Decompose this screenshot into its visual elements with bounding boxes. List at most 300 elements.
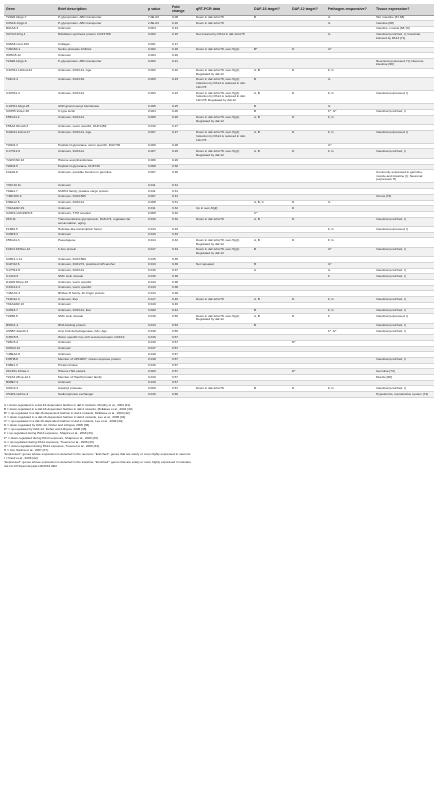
- table-cell: Intestinal (enriched, I): [374, 329, 434, 335]
- gene-table: [4, 4, 434, 398]
- table-cell: 0.013: [146, 280, 170, 286]
- table-cell: R01A5.3: [4, 26, 56, 32]
- table-cell: 0.57: [170, 352, 194, 358]
- table-cell: SMC toxin domain: [56, 314, 146, 323]
- footnote: B = down-regulated in a daf-16-dependent fashion in daf-2 mutants, McElwee et al., 2004 [32].: [4, 406, 134, 411]
- table-cell: Intestinal (enriched, I): [374, 149, 434, 158]
- table-cell: G: [326, 200, 374, 206]
- column-header: Brief description: [56, 4, 146, 15]
- table-cell: C29F4.7: [4, 308, 56, 314]
- table-cell: 0.020: [146, 308, 170, 314]
- table-cell: A, B: [252, 149, 290, 158]
- table-cell: Down in daf-12m/78: [194, 217, 252, 226]
- table-cell: C06G3.12: [4, 346, 56, 352]
- table-cell: [194, 170, 252, 183]
- table-cell: F, G: [326, 238, 374, 247]
- table-cell: F35E12.5: [4, 200, 56, 206]
- table-cell: 0.001: [146, 42, 170, 48]
- footnote: G* = down-regulated during PA14 exposure, Troemel et al., 2006 [33].: [4, 443, 100, 448]
- table-body: [4, 15, 434, 397]
- table-cell: 0.019: [146, 302, 170, 308]
- table-cell: Unknown, DUF141: [56, 115, 146, 124]
- table-cell: 0.013: [146, 285, 170, 291]
- table-cell: G: [326, 104, 374, 110]
- table-cell: D: [290, 238, 326, 247]
- table-cell: F31F4.15/fbxc-12: [4, 247, 56, 256]
- table-cell: A, B: [252, 314, 290, 323]
- table-cell: T28C3.4: [4, 340, 56, 346]
- table-cell: 0.002: [146, 47, 170, 53]
- table-cell: [290, 77, 326, 90]
- table-cell: C33C12.4: [4, 285, 56, 291]
- table-cell: 0.010: [146, 232, 170, 238]
- table-cell: C29F9.14/C29F9.8: [4, 211, 56, 217]
- table-cell: F, G: [326, 115, 374, 124]
- table-cell: Tail, intestine [67,68]: [374, 15, 434, 21]
- table-cell: F56A3.6/math-3: [4, 124, 56, 130]
- table-cell: 0.015: [146, 274, 170, 280]
- table-row: [4, 115, 434, 124]
- table-cell: C17H12.8: [4, 149, 56, 158]
- table-cell: P-glycoprotein, ABC transporter: [56, 21, 146, 27]
- table-cell: 0.009: [146, 143, 170, 149]
- table-cell: Aspartyl protease: [56, 386, 146, 392]
- table-cell: B*: [252, 47, 290, 53]
- table-cell: Unknown, DUF164: [56, 77, 146, 90]
- table-cell: Down in daf-12m/78, sem-5(gf); Induction by PA14 is reduced in daf-12m/78; Regulated by daf-12: [194, 91, 252, 104]
- table-cell: Peptide N-glycanase, worm specific, DUF736: [56, 143, 146, 149]
- header-row: [4, 4, 434, 15]
- table-cell: 0.14: [170, 26, 194, 32]
- table-cell: 0.018: [146, 352, 170, 358]
- table-cell: T24B8.5: [4, 314, 56, 323]
- table-cell: B: [252, 104, 290, 110]
- table-row: [4, 130, 434, 143]
- table-cell: Hypodermis, reproductive system [74]: [374, 392, 434, 398]
- footnote: A = down-regulated in a daf-16-dependent fashion in daf-2 mutants, Murphy et al., 2003 [31].: [4, 402, 131, 407]
- table-cell: Germline [73]: [374, 369, 434, 375]
- table-cell: Y48A7A.3: [4, 291, 56, 297]
- doi-link[interactable]: doi:10.1371/journal.ppat.1003153.t002: [4, 464, 57, 469]
- table-cell: D*: [290, 369, 326, 375]
- table-cell: Unknown, DUF141: [56, 268, 146, 274]
- table-cell: 0.25: [170, 104, 194, 110]
- table-cell: 0.013: [146, 323, 170, 329]
- table-cell: Member of Hsp20 protein family: [56, 375, 146, 381]
- table-cell: F, G: [326, 91, 374, 104]
- table-cell: 0.29: [170, 149, 194, 158]
- table-cell: C32H11.4: [4, 91, 56, 104]
- footnote: D* = up-regulated by DAF-12, Fisher and Lithgow, 2006 [38].: [4, 427, 88, 432]
- table-cell: Down in daf-12m/78, sem-5(gf); Regulated by daf-12: [194, 115, 252, 124]
- table-cell: Down in daf-12m/78, sem-5(gf); Regulated by daf-12: [194, 149, 252, 158]
- column-header: Gene: [4, 4, 56, 15]
- table-cell: 0.08: [170, 15, 194, 21]
- table-cell: 0.003: [146, 91, 170, 104]
- table-cell: Unknown, DUF1509: [56, 257, 146, 263]
- table-cell: Y46F10C.2: [4, 194, 56, 200]
- table-cell: 0.018: [146, 357, 170, 363]
- table-cell: T19D12.4: [4, 297, 56, 303]
- table-cell: P-glycoprotein, ABC transporter: [56, 15, 146, 21]
- table-cell: [290, 59, 326, 68]
- table-cell: 0.56: [170, 329, 194, 335]
- table-cell: Unknown, DUF1505: [56, 194, 146, 200]
- table-cell: [374, 68, 434, 77]
- table-cell: Histone H2A variant: [56, 369, 146, 375]
- table-cell: [194, 392, 252, 398]
- table-cell: [290, 392, 326, 398]
- table-cell: F55G11.3: [4, 238, 56, 247]
- table-cell: 0.10: [170, 21, 194, 27]
- table-cell: 0.020: [146, 386, 170, 392]
- table-cell: 0.57: [170, 335, 194, 341]
- table-cell: [252, 32, 290, 41]
- table-cell: A, B: [252, 217, 290, 226]
- table-cell: 0.17: [170, 42, 194, 48]
- table-cell: F*, G*: [326, 329, 374, 335]
- footnote: D = down-regulated by DAF-12, Fisher and Lithgow, 2006 [38].: [4, 423, 90, 428]
- table-cell: [374, 238, 434, 247]
- column-header: Fold change: [170, 4, 194, 15]
- table-cell: 0.019: [146, 314, 170, 323]
- table-cell: UDP-glucuronosyl transferase: [56, 104, 146, 110]
- table-cell: 0.011: [146, 189, 170, 195]
- table-cell: F19B2.5: [4, 227, 56, 233]
- table-cell: Peptide N-glycanase, DUF736: [56, 164, 146, 170]
- table-cell: 0.38: [170, 274, 194, 280]
- table-cell: A, B: [252, 91, 290, 104]
- table-cell: 0.020: [146, 369, 170, 375]
- table-cell: [374, 115, 434, 124]
- column-header: DAF-12 target?: [290, 4, 326, 15]
- table-cell: Unknown: [56, 302, 146, 308]
- table-cell: 0.35: [170, 257, 194, 263]
- table-cell: D: [290, 149, 326, 158]
- table-cell: C32H11.12/dod-24: [4, 68, 56, 77]
- table-cell: 0.005: [146, 115, 170, 124]
- table-cell: Commonly expressed in germline, muscle and intestine (I); Neuronal (expressed, H): [374, 170, 434, 183]
- table-cell: G*: [326, 143, 374, 149]
- table-cell: 0.26: [170, 115, 194, 124]
- table-cell: Y22D7AR.10: [4, 158, 56, 164]
- footnote: H = Von Stetina et al., 2007 [27].: [4, 447, 49, 452]
- table-cell: Not repeated: [194, 262, 252, 268]
- table-cell: 0.57: [170, 375, 194, 381]
- table-cell: F, G: [326, 68, 374, 77]
- table-cell: 0.23: [170, 77, 194, 90]
- footnote: F = up-regulated during PA14 exposure, Shapira et al., 2006 [33].: [4, 431, 94, 436]
- table-cell: Unknown, worm specific, DUF1459: [56, 124, 146, 130]
- table-cell: A, B: [252, 130, 290, 143]
- table-cell: D: [290, 115, 326, 124]
- table-cell: Intestinal (expressed, I): [374, 130, 434, 143]
- table-cell: [326, 392, 374, 398]
- table-cell: Down in daf-12m/78: [194, 21, 252, 27]
- table-cell: Down in daf-12m/78: [194, 386, 252, 392]
- column-header: Pathogen-responsive?: [326, 4, 374, 15]
- table-cell: Intestinal (expressed, I): [374, 314, 434, 323]
- table-row: [4, 238, 434, 247]
- table-cell: D: [290, 91, 326, 104]
- table-cell: 0.29: [170, 158, 194, 164]
- table-cell: 0.57: [170, 386, 194, 392]
- table-cell: K10D11.1/dod-17: [4, 130, 56, 143]
- footnote: "Expressed": genes whose expression is detected in the neurons; "Enriched": genes that are solely or more highly expressed in neurons.: [4, 451, 192, 456]
- table-cell: Intestinal (expressed, I): [374, 227, 434, 233]
- table-cell: 0.017: [146, 297, 170, 303]
- table-cell: 0.007: [146, 170, 170, 183]
- table-cell: Down in daf-12m/78, sem-5(gf); Regulated by daf-12: [194, 68, 252, 77]
- table-cell: Unknown, worm specific: [56, 280, 146, 286]
- table-cell: F, G: [326, 149, 374, 158]
- table-cell: Intestinal (enriched, I): [374, 323, 434, 329]
- table-cell: Intestinal (enriched, I): [374, 386, 434, 392]
- table-cell: Unknown, worm specific: [56, 285, 146, 291]
- table-cell: 0.18: [170, 47, 194, 53]
- table-cell: 0.27: [170, 124, 194, 130]
- table-cell: 0.31: [170, 189, 194, 195]
- table-cell: Unknown: [56, 183, 146, 189]
- table-cell: 0.27: [170, 130, 194, 143]
- table-cell: Riboflavin synthesis protein, DUF1768: [56, 32, 146, 41]
- table-row: [4, 170, 434, 183]
- table-cell: 0.57: [170, 380, 194, 386]
- table-cell: D: [290, 68, 326, 77]
- table-cell: Intestinal (enriched, I): [374, 274, 434, 280]
- table-cell: RNA binding protein: [56, 323, 146, 329]
- table-cell: T20D4.3: [4, 143, 56, 149]
- table-cell: D: [290, 47, 326, 53]
- table-cell: 0.018: [146, 329, 170, 335]
- table-cell: Y49G5A.1: [4, 47, 56, 53]
- table-cell: D1025.6/npp-16: [4, 280, 56, 286]
- table-cell: ZK6.11: [4, 217, 56, 226]
- table-cell: Unknown, DUF141, Age: [56, 68, 146, 77]
- table-cell: C29F9.3: [4, 232, 56, 238]
- table-cell: Serine protease inhibitor: [56, 47, 146, 53]
- table-cell: 0.011: [146, 183, 170, 189]
- table-cell: C-type lectin: [56, 109, 146, 115]
- table-cell: 0.011: [146, 206, 170, 212]
- table-cell: Down in daf-12m/78: [194, 15, 252, 21]
- table-cell: B: [252, 247, 290, 256]
- column-header: p value: [146, 4, 170, 15]
- table-cell: 0.57: [170, 369, 194, 375]
- table-cell: A, B: [252, 238, 290, 247]
- table-cell: 0.36: [170, 262, 194, 268]
- table-cell: T20D4.5: [4, 164, 56, 170]
- table-row: [4, 68, 434, 77]
- table-cell: Y64A2AR.13: [4, 302, 56, 308]
- table-cell: F42A9.6: [4, 170, 56, 183]
- table-cell: [290, 247, 326, 256]
- table-cell: C03H5.1/clec-30: [4, 109, 56, 115]
- table-cell: [326, 170, 374, 183]
- table-cell: 0.57: [170, 357, 194, 363]
- table-cell: [194, 59, 252, 68]
- table-cell: 0.20: [170, 53, 194, 59]
- table-cell: K03C2.3: [4, 386, 56, 392]
- table-cell: RNAse III family, Zn-finger protein: [56, 291, 146, 297]
- table-cell: 0.38: [170, 285, 194, 291]
- table-cell: 0.016: [146, 335, 170, 341]
- table-cell: 0.009: [146, 211, 170, 217]
- table-cell: Uterus [72]: [374, 194, 434, 200]
- table-cell: 0.004: [146, 109, 170, 115]
- table-cell: G: [326, 32, 374, 41]
- table-cell: D: [290, 206, 326, 212]
- table-cell: B: [252, 262, 290, 268]
- table-cell: 0.004: [146, 53, 170, 59]
- table-cell: A: [252, 268, 290, 274]
- table-cell: 0.44: [170, 308, 194, 314]
- table-cell: 0.008: [146, 164, 170, 170]
- footnote: "Expressed": genes whose expression is detected in the intestine; "Enriched": genes that are solely or more highly expressed in intestine.: [4, 460, 192, 465]
- table-cell: 0.60: [170, 392, 194, 398]
- footnote: F* = down-regulated during PA14 exposure, Shapira et al., 2006 [33].: [4, 435, 99, 440]
- table-cell: [290, 32, 326, 41]
- table-cell: Intestinal (enriched, I): [374, 308, 434, 314]
- table-cell: 0.31: [170, 200, 194, 206]
- table-cell: B: [252, 386, 290, 392]
- table-cell: Unknown: [56, 380, 146, 386]
- table-cell: Intestinal (enriched, I): [374, 109, 434, 115]
- table-cell: G*: [326, 262, 374, 268]
- table-cell: 0.003: [146, 32, 170, 41]
- table-cell: F-box protein: [56, 247, 146, 256]
- table-cell: T21E8.2/pgp-7: [4, 15, 56, 21]
- table-cell: [326, 217, 374, 226]
- table-cell: Unknown, DUF141, Evo: [56, 308, 146, 314]
- table-cell: 0.33: [170, 232, 194, 238]
- table-cell: P-glycoprotein, ABC transporter: [56, 59, 146, 68]
- table-cell: 0.017: [146, 346, 170, 352]
- table-cell: R08E7.4: [4, 380, 56, 386]
- table-cell: 0.019: [146, 392, 170, 398]
- table-cell: Collagen: [56, 42, 146, 48]
- table-cell: 0.32: [170, 211, 194, 217]
- table-cell: Sodium/proton exchanger: [56, 392, 146, 398]
- table-row: [4, 91, 434, 104]
- column-header: DAF-16 target?: [252, 4, 290, 15]
- table-cell: 0.002: [146, 59, 170, 68]
- table-cell: B: [252, 15, 290, 21]
- table-cell: C*: [252, 211, 290, 217]
- table-cell: 0.50: [170, 314, 194, 323]
- table-cell: G: [326, 21, 374, 27]
- table-cell: F, G: [326, 386, 374, 392]
- table-cell: 0.008: [146, 200, 170, 206]
- table-cell: [290, 170, 326, 183]
- table-cell: F, G: [326, 308, 374, 314]
- footnote: I = Pauli et al., 2006 [42].: [4, 456, 39, 461]
- table-cell: W05G5.12: [4, 53, 56, 59]
- table-cell: C54F6.12/nhx-3: [4, 392, 56, 398]
- table-cell: 0.57: [170, 346, 194, 352]
- table-cell: Y51F10.11: [4, 183, 56, 189]
- table-cell: Worm-specific Cys-rich secreted protein, DUF19: [56, 335, 146, 341]
- table-cell: 0.019: [146, 340, 170, 346]
- table-cell: F*, G*: [326, 109, 374, 115]
- table-cell: Up in sem-5(gf);: [194, 206, 252, 212]
- table-cell: T02E1.7: [4, 189, 56, 195]
- table-cell: 0.010: [146, 124, 170, 130]
- table-cell: F35H8.8: [4, 357, 56, 363]
- table-cell: Unknown, Evp: [56, 297, 146, 303]
- table-cell: 2.6E-03: [146, 21, 170, 27]
- table-cell: SMC toxin domain: [56, 274, 146, 280]
- table-cell: 0.005: [146, 77, 170, 90]
- table-cell: F, G: [326, 297, 374, 303]
- table-cell: F, G: [326, 130, 374, 143]
- table-cell: Y48E1A.8: [4, 352, 56, 358]
- table-cell: 0.30: [170, 164, 194, 170]
- table-cell: 0.26: [170, 109, 194, 115]
- footnotes: [4, 403, 434, 469]
- table-cell: 0.007: [146, 149, 170, 158]
- table-cell: 0.33: [170, 227, 194, 233]
- table-cell: B: [252, 308, 290, 314]
- table-row: [4, 247, 434, 256]
- table-cell: T22A3.2/hsp-12.1: [4, 375, 56, 381]
- table-cell: Unknown: [56, 232, 146, 238]
- table-cell: C36C5.5: [4, 335, 56, 341]
- table-cell: G*: [326, 247, 374, 256]
- table-cell: 0.016: [146, 268, 170, 274]
- table-cell: Unknown, possible function in germline: [56, 170, 146, 183]
- table-cell: Y64A2AR.2S: [4, 206, 56, 212]
- table-cell: C05A9.1/pgp-9: [4, 21, 56, 27]
- table-cell: 0.015: [146, 257, 170, 263]
- table-cell: D: [290, 130, 326, 143]
- table-cell: Down in daf-12m/78, sem-5(gf); Regulated by daf-12: [194, 314, 252, 323]
- table-row: [4, 149, 434, 158]
- table-cell: [252, 392, 290, 398]
- table-cell: K11H12.6: [4, 262, 56, 268]
- table-cell: Down in daf-12m/78, sem-5(gf); Regulated by daf-12: [194, 238, 252, 247]
- table-cell: 0.15: [170, 32, 194, 41]
- table-cell: D: [290, 200, 326, 206]
- table-cell: SURF4 family, putative cargo protein: [56, 189, 146, 195]
- table-cell: T24C4.4: [4, 77, 56, 90]
- table-cell: A, B, C: [252, 200, 290, 206]
- table-cell: 0.28: [170, 143, 194, 149]
- footnote: C* = up-regulated in a daf-16-dependent fashion in daf-2 mutants, Lee et al., 2009 [34].: [4, 419, 124, 424]
- table-cell: Intestinal (enriched, I): [374, 297, 434, 303]
- table-cell: C10H11.6/ugt-26: [4, 104, 56, 110]
- table-cell: Intestinal (enriched, I): [374, 357, 434, 363]
- table-cell: 0.39: [170, 291, 194, 297]
- table-cell: Unknown, DUF141: [56, 200, 146, 206]
- table-cell: Neuronal (expressed, H); Neurons, intestine [68]: [374, 59, 434, 68]
- table-cell: R06C1.4: [4, 323, 56, 329]
- table-cell: B: [252, 323, 290, 329]
- table-cell: 0.013: [146, 262, 170, 268]
- table-cell: 0.22: [170, 68, 194, 77]
- table-cell: K08A8.1/col-109: [4, 42, 56, 48]
- table-cell: Intestinal (expressed, I): [374, 91, 434, 104]
- table-cell: 0.013: [146, 227, 170, 233]
- table-cell: C17H12.8: [4, 268, 56, 274]
- table-cell: Down in daf-12m/78, sem-5(gf); Regulated by daf-12: [194, 247, 252, 256]
- table-cell: B: [252, 109, 290, 115]
- table-cell: Pseudogene: [56, 238, 146, 247]
- table-cell: 0.016: [146, 363, 170, 369]
- table-cell: D: [290, 386, 326, 392]
- table-cell: 0.007: [146, 194, 170, 200]
- table-cell: Transmembrane glycoprotein, DUF274, regulates fat accumulation, aging: [56, 217, 146, 226]
